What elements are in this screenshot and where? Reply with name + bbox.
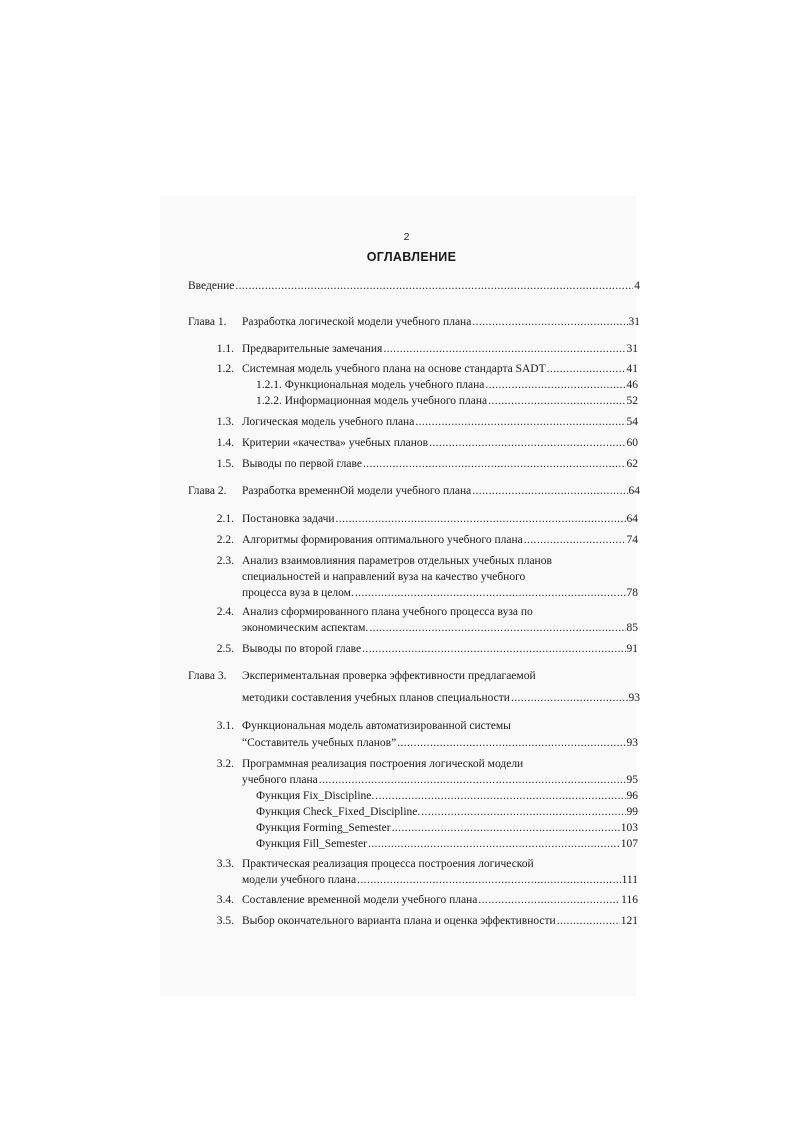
section-number: 1.2. (216, 363, 234, 375)
toc-section-3-3[interactable] (242, 872, 638, 888)
chapter-number: Глава 1. (188, 316, 227, 328)
leader-dots (392, 820, 620, 836)
toc-section-1-4[interactable] (242, 435, 638, 451)
toc-section-3-5[interactable] (242, 913, 638, 929)
leader-dots (336, 511, 626, 527)
toc-entry-page: 64 (626, 513, 638, 525)
chapter-number: Глава 2. (188, 485, 227, 497)
toc-section-3-4[interactable] (242, 892, 638, 908)
toc-entry-label: модели учебного плана (242, 874, 357, 886)
leader-dots (472, 483, 627, 499)
leader-dots (511, 690, 628, 706)
toc-entry-page: 78 (626, 587, 638, 599)
leader-dots (547, 361, 626, 377)
toc-chapter-1[interactable] (242, 314, 640, 330)
toc-entry-label: “Составитель учебных планов” (242, 737, 397, 749)
toc-entry-page: 60 (626, 437, 638, 449)
toc-entry-label: Разработка логической модели учебного плана (242, 316, 472, 328)
section-number: 3.2. (216, 758, 234, 770)
toc-entry-page: 74 (626, 534, 638, 546)
toc-entry-label: методики составления учебных планов специальности (242, 692, 510, 704)
toc-entry-page: 31 (628, 316, 640, 328)
toc-section-1-1[interactable] (242, 341, 638, 357)
toc-entry-label: 1.2.2. Информационная модель учебного плана (256, 395, 488, 407)
leader-dots (357, 872, 620, 888)
section-number: 2.5. (216, 643, 234, 655)
toc-entry-page: 111 (621, 874, 638, 886)
toc-entry-label: учебного плана (242, 774, 318, 786)
toc-entry-label: Критерии «качества» учебных планов (242, 437, 429, 449)
toc-entry-label: экономическим аспектам. (242, 622, 369, 634)
section-number: 3.4. (216, 894, 234, 906)
leader-dots (429, 435, 625, 451)
toc-entry-page: 121 (620, 915, 638, 927)
leader-dots (355, 585, 626, 601)
toc-subsection-1-2-1[interactable] (256, 377, 638, 393)
toc-entry-label: Введение (188, 280, 235, 292)
toc-entry-page: 4 (634, 280, 640, 292)
leader-dots (235, 278, 633, 294)
leader-dots (557, 913, 620, 929)
toc-entry-label: Логическая модель учебного плана (242, 416, 415, 428)
toc-subsection-forming-semester[interactable] (256, 820, 638, 836)
toc-entry-label: 1.2.1. Функциональная модель учебного плана (256, 379, 485, 391)
toc-entry-label: Предварительные замечания (242, 343, 383, 355)
toc-section-2-2[interactable] (242, 532, 638, 548)
section-number: 2.1. (216, 513, 234, 525)
leader-dots (478, 892, 620, 908)
leader-dots (397, 735, 625, 751)
toc-entry-page: 62 (626, 458, 638, 470)
leader-dots (383, 341, 625, 357)
toc-entry-label: Функция Forming_Semester (256, 822, 391, 834)
toc-subsection-fill-semester[interactable] (256, 836, 638, 852)
toc-section-2-3[interactable] (242, 585, 638, 601)
section-number: 2.4. (216, 606, 234, 618)
toc-section-1-3[interactable] (242, 414, 638, 430)
toc-subsection-1-2-2[interactable] (256, 393, 638, 409)
leader-dots (362, 641, 625, 657)
toc-section-1-2[interactable] (242, 361, 638, 377)
toc-entry-label: Системная модель учебного плана на основе стандарта SADT (242, 363, 546, 375)
toc-entry-label: Разработка временнОй модели учебного плана (242, 485, 472, 497)
toc-section-1-5[interactable] (242, 456, 638, 472)
leader-dots (369, 620, 625, 636)
leader-dots (368, 836, 620, 852)
toc-entry-line: Экспериментальная проверка эффективности предлагаемой (242, 670, 536, 682)
leader-dots (375, 788, 625, 804)
section-number: 1.5. (216, 458, 234, 470)
toc-chapter-3[interactable] (242, 690, 640, 706)
toc-chapter-2[interactable] (242, 483, 640, 499)
toc-entry-line: Анализ сформированного плана учебного процесса вуза по (242, 606, 533, 618)
toc-entry-label: Выбор окончательного варианта плана и оценка эффективности (242, 915, 556, 927)
toc-entry-label: Выводы по второй главе (242, 643, 362, 655)
toc-entry-page: 91 (626, 643, 638, 655)
toc-entry-line: Программная реализация построения логической модели (242, 758, 524, 770)
leader-dots (524, 532, 626, 548)
toc-section-3-2[interactable] (242, 772, 638, 788)
toc-entry-line: Анализ взаимовлияния параметров отдельных учебных планов (242, 555, 552, 567)
toc-entry-line: специальностей и направлений вуза на качество учебного (242, 571, 526, 583)
toc-section-2-5[interactable] (242, 641, 638, 657)
toc-entry-line: Функциональная модель автоматизированной системы (242, 720, 511, 732)
toc-entry-page: 95 (626, 774, 638, 786)
toc-subsection-fix-discipline[interactable] (256, 788, 638, 804)
toc-entry-page: 31 (626, 343, 638, 355)
section-number: 1.4. (216, 437, 234, 449)
toc-entry-label: Выводы по первой главе (242, 458, 362, 470)
page-title: ОГЛАВЛЕНИЕ (366, 250, 457, 264)
toc-section-2-4[interactable] (242, 620, 638, 636)
toc-entry-label: Функция Fix_Discipline. (256, 790, 375, 802)
leader-dots (472, 314, 627, 330)
toc-entry-line: Практическая реализация процесса построения логической (242, 858, 534, 870)
toc-entry-label: Составление временной модели учебного плана (242, 894, 478, 906)
toc-section-2-1[interactable] (242, 511, 638, 527)
toc-entry-page: 93 (628, 692, 640, 704)
section-number: 2.3. (216, 555, 234, 567)
toc-entry-page: 85 (626, 622, 638, 634)
leader-dots (415, 414, 625, 430)
leader-dots (319, 772, 626, 788)
toc-entry-page: 99 (626, 806, 638, 818)
toc-entry-label: Функция Fill_Semester (256, 838, 367, 850)
toc-entry-page: 46 (626, 379, 638, 391)
section-number: 2.2. (216, 534, 234, 546)
toc-subsection-check-fixed-discipline[interactable] (256, 804, 638, 820)
section-number: 3.3. (216, 858, 234, 870)
toc-entry-label: процесса вуза в целом. (242, 587, 354, 599)
toc-entry-page: 103 (620, 822, 638, 834)
toc-entry-page: 64 (628, 485, 640, 497)
section-number: 3.5. (216, 915, 234, 927)
toc-section-3-1[interactable] (242, 735, 638, 751)
toc-entry-page: 93 (626, 737, 638, 749)
toc-entry-label: Алгоритмы формирования оптимального учебного плана (242, 534, 523, 546)
leader-dots (363, 456, 626, 472)
section-number: 1.3. (216, 416, 234, 428)
leader-dots (421, 804, 625, 820)
toc-entry-page: 116 (621, 894, 638, 906)
toc-entry-label: Функция Check_Fixed_Discipline. (256, 806, 421, 818)
toc-entry-page: 107 (620, 838, 638, 850)
page-number: 2 (403, 231, 410, 243)
leader-dots (488, 393, 625, 409)
toc-entry-page: 52 (626, 395, 638, 407)
chapter-number: Глава 3. (188, 670, 227, 682)
toc-entry-page: 41 (626, 363, 638, 375)
leader-dots (485, 377, 625, 393)
toc-entry-label: Постановка задачи (242, 513, 335, 525)
section-number: 1.1. (216, 343, 234, 355)
toc-entry-page: 96 (626, 790, 638, 802)
toc-entry-page: 54 (626, 416, 638, 428)
toc-entry-intro[interactable] (188, 278, 640, 294)
section-number: 3.1. (216, 720, 234, 732)
